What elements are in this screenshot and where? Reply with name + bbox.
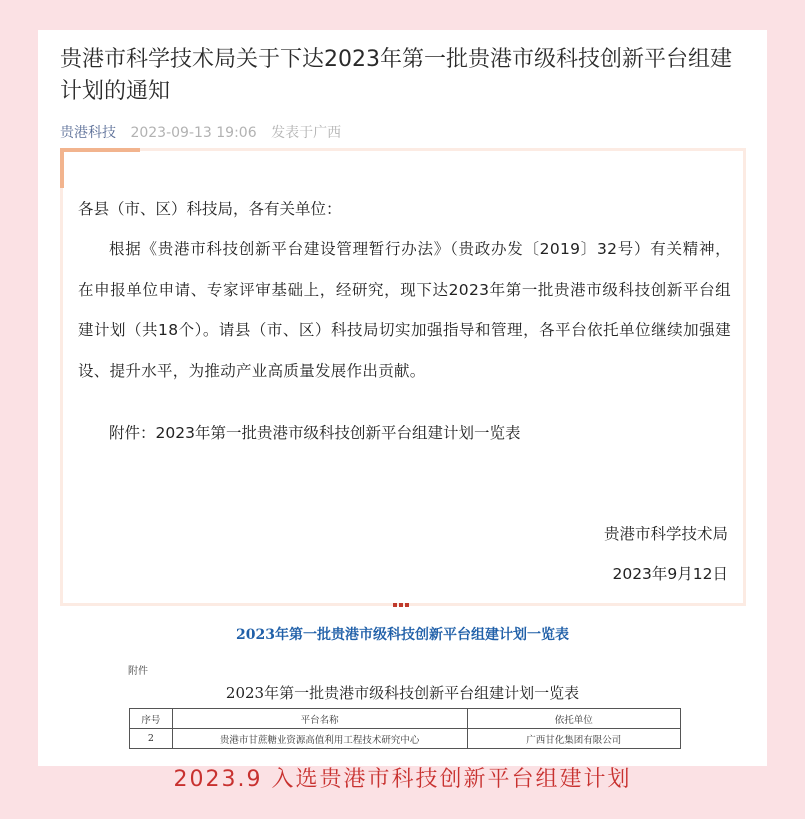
cell-unit: 广西甘化集团有限公司 (467, 729, 680, 749)
ellipsis-dots (393, 603, 413, 611)
doc-attach-label: 附件 (128, 666, 148, 677)
table-row (130, 729, 681, 749)
notice-body: 根据《贵港市科技创新平台建设管理暂行办法》（贵政办发〔2019〕32号）有关精神，在申报单位申请、专家评审基础上，经研究，现下达2023年第一批贵港市级科技创新平台组建计划（共18个）。请县（市、区）科技局切实加强指导和管理，各平台依托单位继续加强建设、提升水平，为推动产业高质量发展作出贡献。 (78, 240, 731, 380)
col-header-unit: 依托单位 (467, 709, 680, 729)
table-header-row (130, 709, 681, 729)
doc-title: 2023年第一批贵港市级科技创新平台组建计划一览表 (225, 684, 580, 702)
notice-salutation: 各县（市、区）科技局，各有关单位： (78, 200, 342, 218)
col-header-index: 序号 (130, 709, 173, 729)
article-meta (60, 122, 341, 142)
col-header-platform: 平台名称 (172, 709, 467, 729)
signature-org: 贵港市科学技术局 (603, 525, 728, 543)
page-caption: 2023.9 入选贵港市科技创新平台组建计划 (173, 767, 632, 792)
document-scan-image (38, 650, 767, 766)
publish-time: 2023-09-13 19:06 (130, 125, 257, 141)
article-card (38, 30, 767, 766)
article-title: 贵港市科学技术局关于下达2023年第一批贵港市级科技创新平台组建计划的通知 (60, 47, 732, 104)
notice-box (60, 148, 746, 606)
notice-signature (604, 514, 728, 594)
author-link[interactable]: 贵港科技 (60, 125, 116, 141)
publish-location: 发表于广西 (271, 125, 342, 141)
cell-index: 2 (130, 729, 173, 749)
table-heading: 2023年第一批贵港市级科技创新平台组建计划一览表 (236, 627, 569, 643)
notice-text (78, 189, 731, 453)
cell-platform: 贵港市甘蔗糖业资源高值利用工程技术研究中心 (172, 729, 467, 749)
platform-table (129, 708, 681, 749)
signature-date: 2023年9月12日 (612, 565, 728, 583)
notice-accent-corner (60, 148, 140, 188)
notice-attachment: 附件：2023年第一批贵港市级科技创新平台组建计划一览表 (109, 424, 521, 442)
